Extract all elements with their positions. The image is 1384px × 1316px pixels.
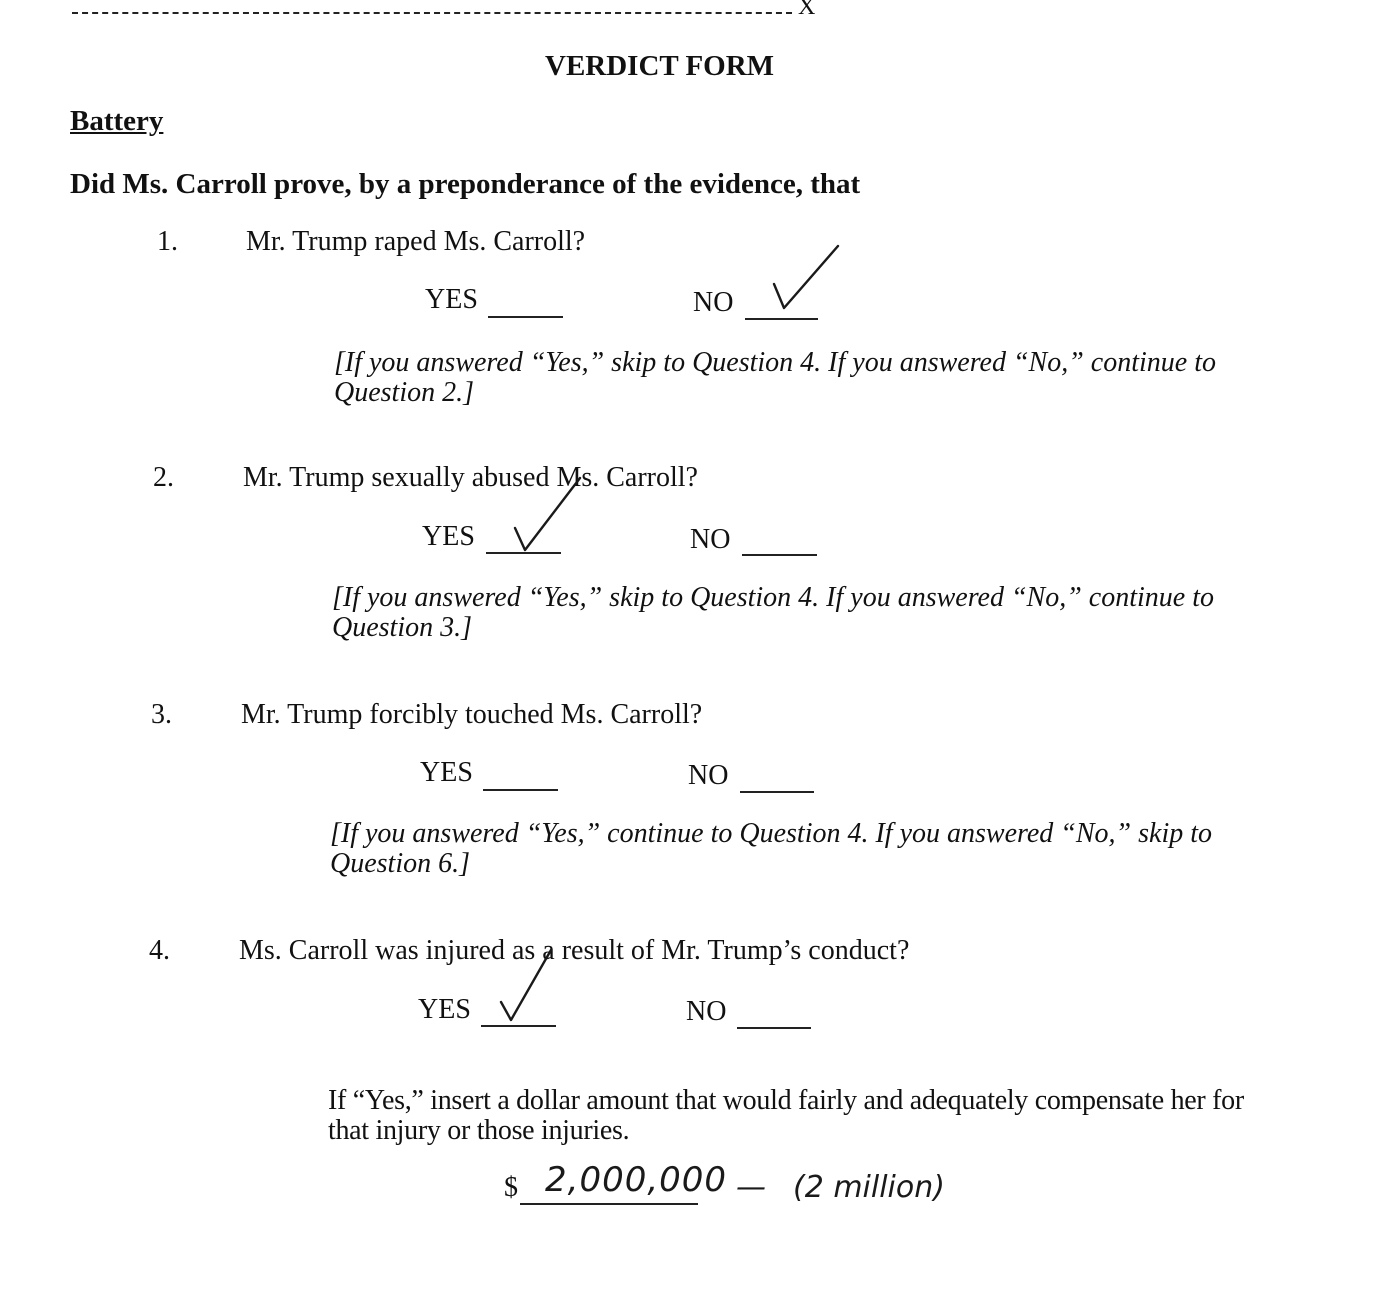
form-title: VERDICT FORM — [545, 50, 775, 82]
question-number: 1. — [157, 226, 178, 257]
question-number: 2. — [153, 462, 174, 493]
handwritten-dash: — — [736, 1170, 766, 1205]
question-text: Mr. Trump raped Ms. Carroll? — [246, 226, 586, 257]
question-text: Ms. Carroll was injured as a result of Mr. Trump’s conduct? — [239, 935, 910, 966]
yes-answer-blank[interactable] — [483, 789, 558, 791]
yes-answer-blank[interactable] — [488, 316, 563, 318]
caption-dashed-rule — [72, 12, 792, 14]
yes-label: YES — [422, 521, 475, 552]
yes-label: YES — [420, 757, 473, 788]
damages-prompt: If “Yes,” insert a dollar amount that would fairly and adequately compensate her for that injury or those injuries. — [328, 1085, 1244, 1146]
section-heading: Battery — [70, 105, 164, 137]
damages-amount-blank[interactable] — [520, 1203, 698, 1205]
caption-end-mark: X — [798, 0, 816, 20]
yes-label: YES — [418, 994, 471, 1025]
no-answer-blank[interactable] — [742, 554, 817, 556]
handwritten-amount: 2,000,000 — [545, 1160, 728, 1200]
question-instruction: [If you answered “Yes,” skip to Question 4. If you answered “No,” continue to Question 3.] — [332, 582, 1214, 643]
no-answer-blank[interactable] — [740, 791, 814, 793]
checkmark-icon — [770, 240, 845, 320]
currency-symbol: $ — [504, 1172, 518, 1203]
checkmark-icon — [510, 472, 590, 556]
question-number: 4. — [149, 935, 170, 966]
intro-question: Did Ms. Carroll prove, by a preponderance of the evidence, that — [70, 168, 861, 200]
no-label: NO — [686, 996, 727, 1027]
question-text: Mr. Trump forcibly touched Ms. Carroll? — [241, 699, 703, 730]
question-number: 3. — [151, 699, 172, 730]
checkmark-icon — [497, 944, 559, 1026]
question-instruction: [If you answered “Yes,” continue to Question 4. If you answered “No,” skip to Question 6.] — [330, 818, 1212, 879]
no-label: NO — [693, 287, 734, 318]
handwritten-amount-note: (2 million) — [793, 1170, 945, 1205]
no-label: NO — [690, 524, 731, 555]
question-text: Mr. Trump sexually abused Ms. Carroll? — [243, 462, 698, 493]
no-label: NO — [688, 760, 729, 791]
yes-label: YES — [425, 284, 478, 315]
question-instruction: [If you answered “Yes,” skip to Question 4. If you answered “No,” continue to Question 2.] — [334, 347, 1216, 408]
no-answer-blank[interactable] — [737, 1027, 811, 1029]
